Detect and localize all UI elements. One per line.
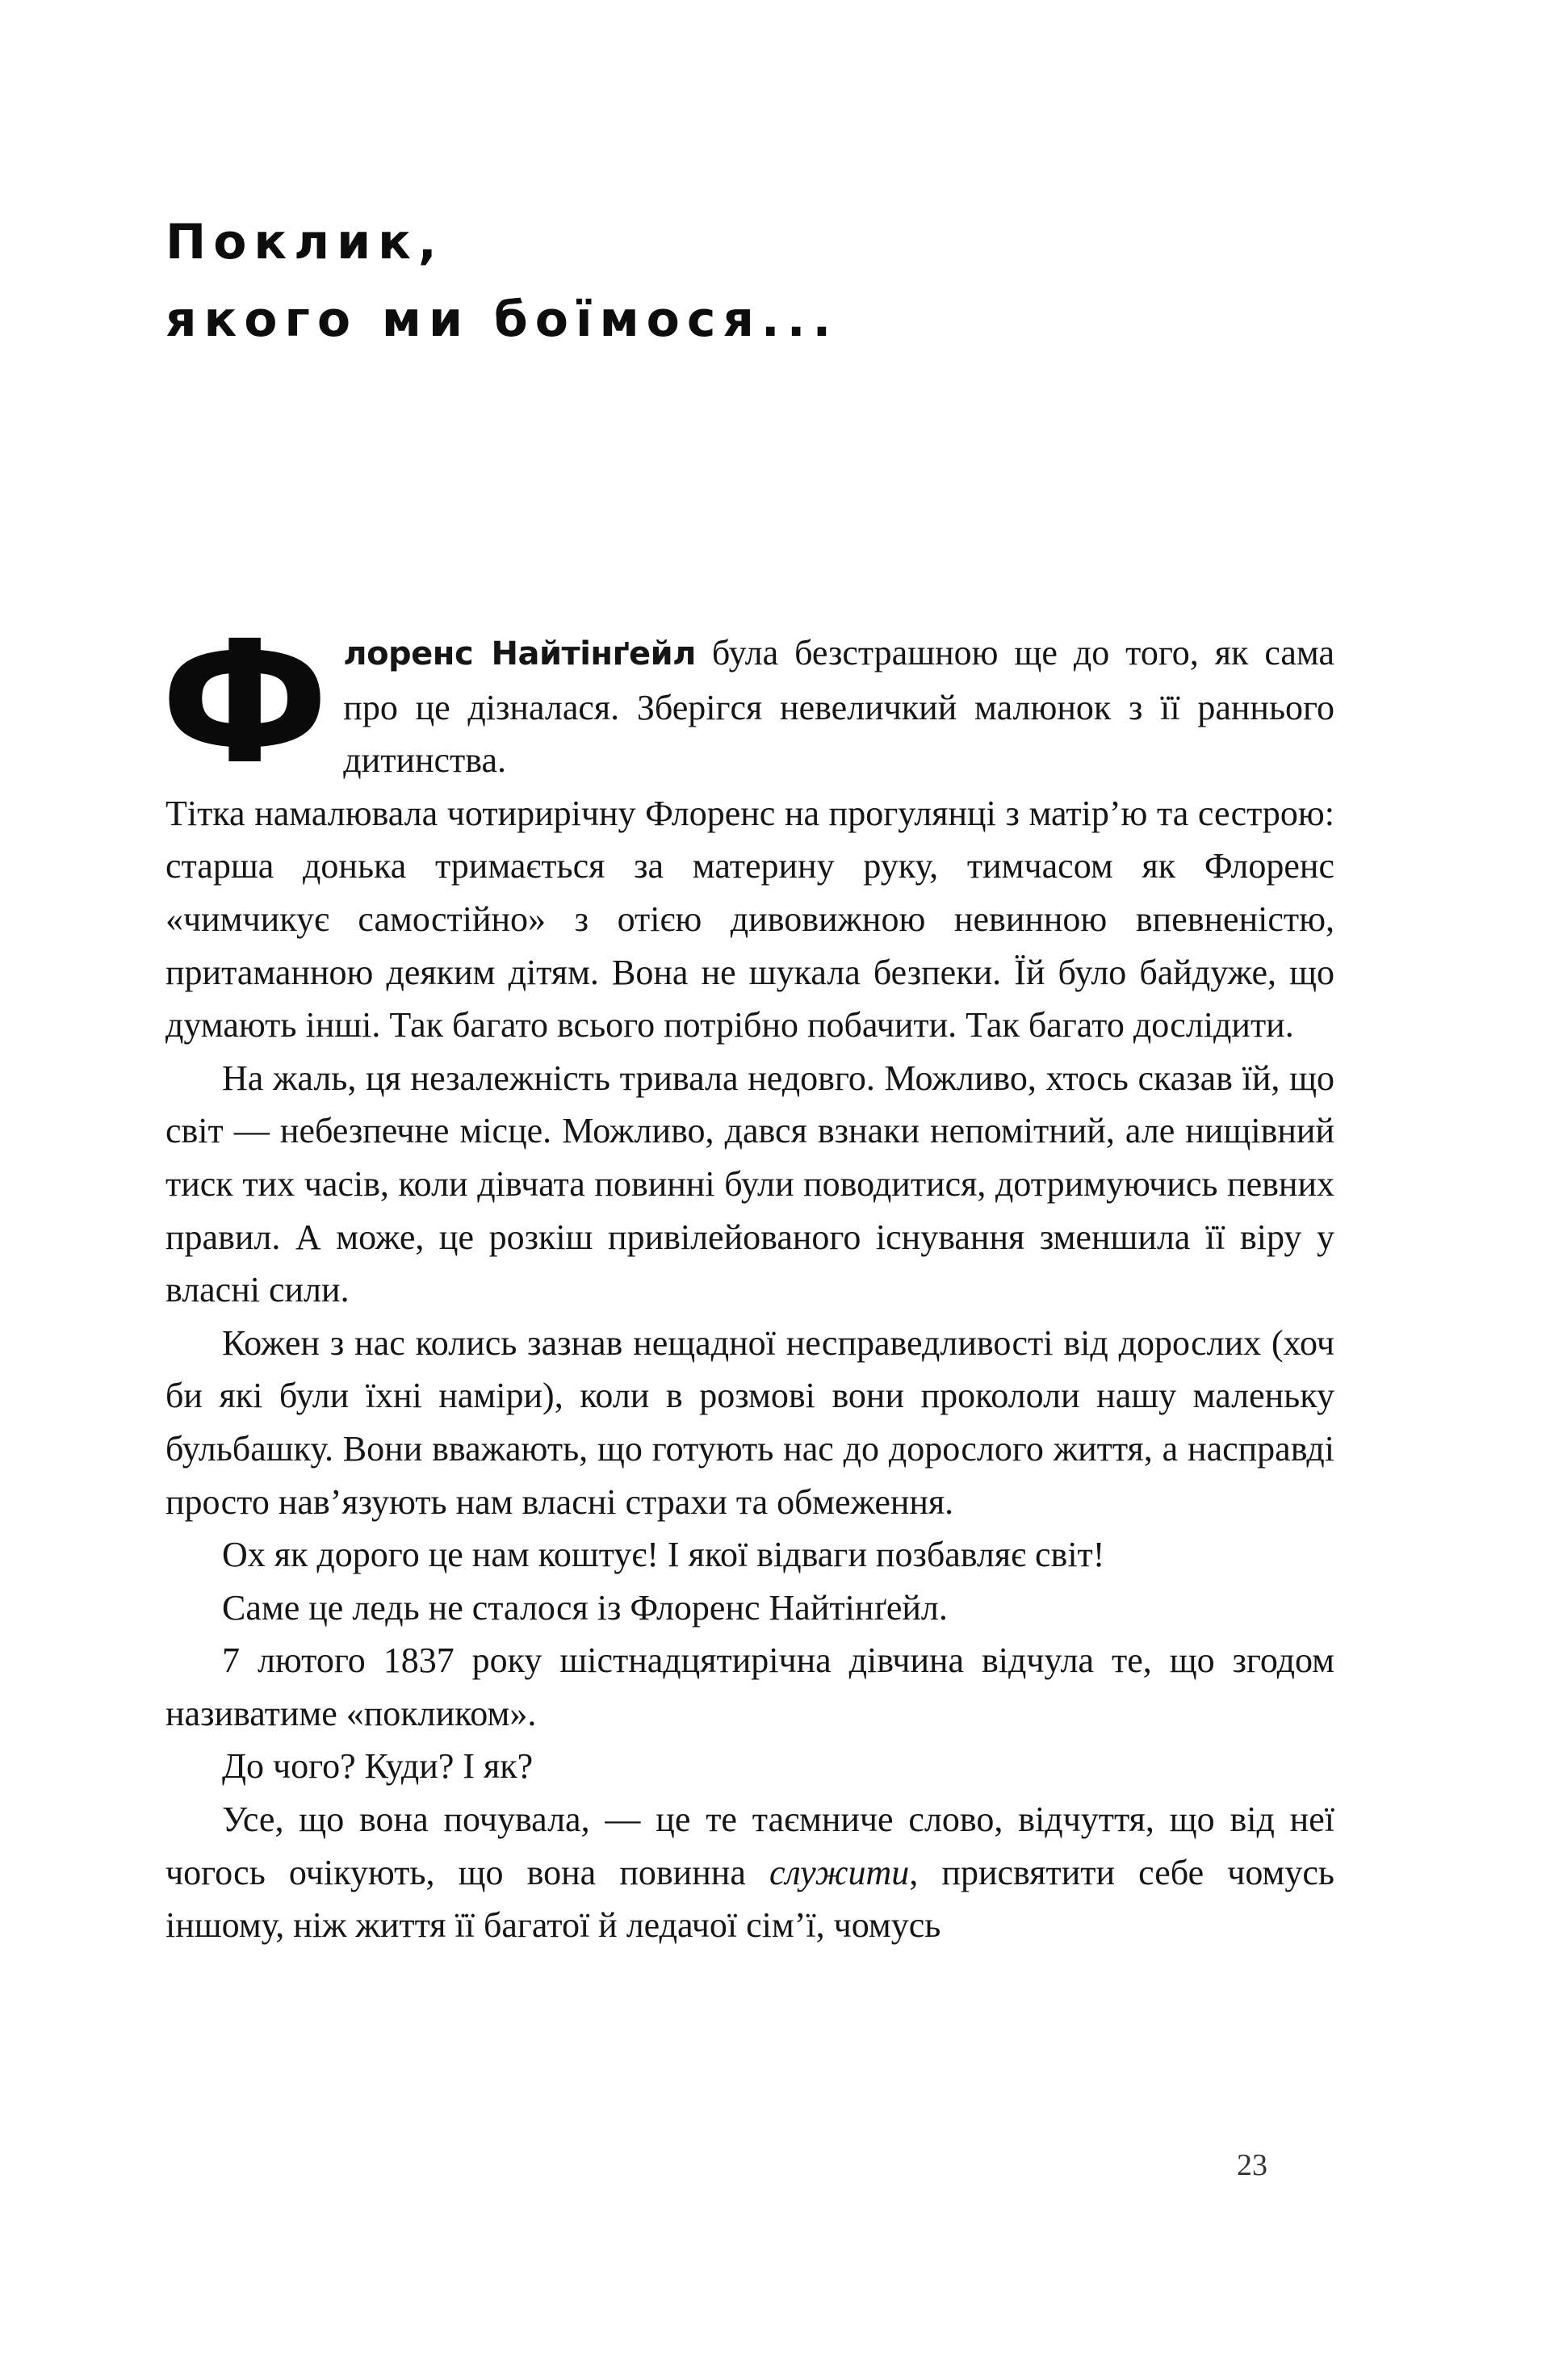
paragraph-1: [161, 604, 1334, 802]
paragraph-9-start: Усе, що вона почувала, — це те таємниче слово, відчуття, що від неї чогось очікують, що вона повинна: [165, 1800, 1334, 1892]
chapter-title: [165, 203, 838, 358]
paragraph-1-text: була безстрашною ще до того, як сама про це дізналася. Зберігся невеличкий малюнок з її раннього дитинства.: [343, 633, 1334, 781]
paragraph-9: [165, 1793, 1334, 1952]
lead-in-name: лоренс Найтінґейл: [343, 635, 696, 673]
chapter-title-line-2: якого ми боїмося...: [165, 291, 839, 348]
paragraph-5: Ох як дорого це нам коштує! І якої відваги позбавляє світ!: [222, 1535, 1105, 1575]
page-number: 23: [1237, 2148, 1267, 2182]
paragraph-3: На жаль, ця незалежність тривала недовго. Можливо, хтось сказав їй, що світ — небезпечне місце. Можливо, дався взнаки непомітний, але нищівний тиск тих часів, коли дівчата повинні були поводитися, дотримуючись певних правил. А може, це розкіш привілейованого існування зменшила її віру у власні сили.: [165, 1058, 1334, 1310]
paragraph-2: Тітка намалювала чотирирічну Флоренс на прогулянці з матір’ю та сестрою: старша донька тримається за материну руку, тимчасом як Флоренс «чимчикує самостійно» з отією дивовижною невинною впевненістю, притаманною деяким дітям. Вона не шукала безпеки. Їй було байдуже, що думають інші. Так багато всього потрібно побачити. Так багато дослідити.: [165, 793, 1334, 1045]
paragraph-6: Саме це ледь не сталося із Флоренс Найтінґейл.: [222, 1587, 948, 1628]
chapter-title-line-1: Поклик,: [165, 214, 444, 270]
paragraph-9-end: , присвятити себе чомусь іншому, ніж життя її багатої й ледачої сім’ї, чомусь: [165, 1852, 1334, 1946]
paragraph-8: До чого? Куди? І як?: [222, 1746, 534, 1787]
emphasis-serve: служити: [769, 1852, 910, 1892]
drop-cap: Ф: [161, 604, 329, 802]
paragraph-7: 7 лютого 1837 року шістнадцятирічна дівчина відчула те, що згодом називатиме «покликом».: [165, 1640, 1334, 1733]
paragraph-4: Кожен з нас колись зазнав нещадної несправедливості від дорослих (хоч би які були їхні наміри), коли в розмові вони прокололи нашу маленьку бульбашку. Вони вважають, що готують нас до дорослого життя, а насправді просто нав’язують нам власні страхи та обмеження.: [165, 1322, 1334, 1522]
body-text: [161, 604, 1334, 1952]
